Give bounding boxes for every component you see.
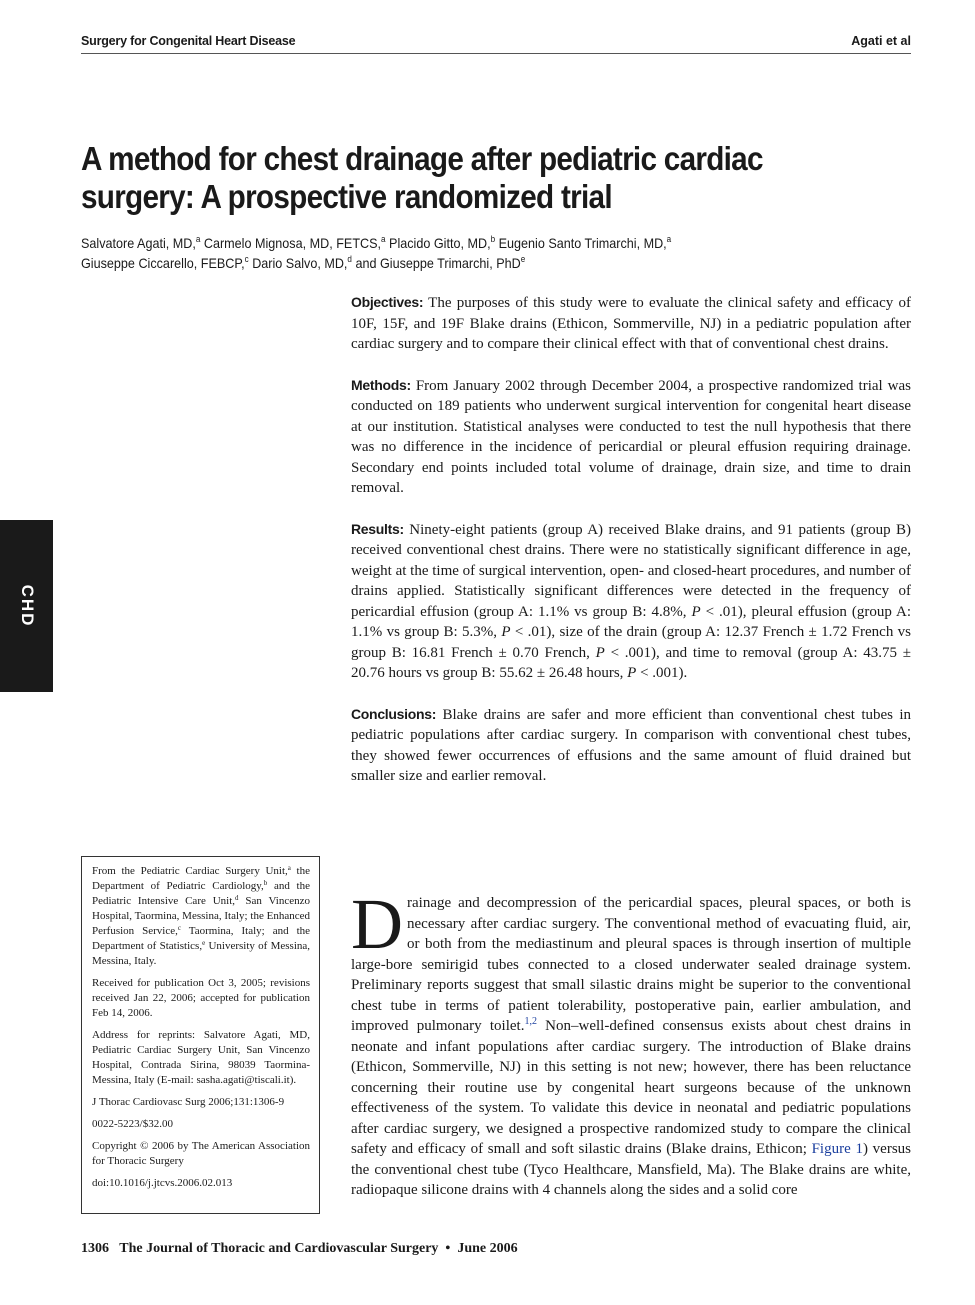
affiliation-mark: d <box>235 894 239 902</box>
abstract <box>351 292 911 807</box>
side-tab-label: CHD <box>17 584 37 628</box>
running-authors: Agati et al <box>851 34 911 48</box>
results-text: Ninety-eight patients (group A) received Blake drains, and 91 patients (group B) received conventional chest drains. There were no statistically significant difference in age, weight at the time of surgical intervention, open- and closed-heart procedures, and number of drains applied. Statistically significant differences were detected in the frequency of pericardial effusion (group A: 1.1% vs group B: 4.8%, <box>351 521 912 620</box>
page-footer <box>81 1241 911 1257</box>
author-line-1 <box>81 233 891 253</box>
footer-bullet: • <box>445 1241 451 1256</box>
figure-1-link[interactable]: Figure 1 <box>811 1141 863 1157</box>
affiliation-mark: a <box>381 234 386 244</box>
abstract-methods <box>351 375 911 499</box>
results-label: Results: <box>351 520 404 537</box>
affiliations <box>92 864 310 969</box>
results-text: < .001). <box>636 665 688 681</box>
affiliation-mark: e <box>520 254 526 264</box>
affiliation-mark: a <box>195 234 201 244</box>
affiliation-mark: a <box>287 864 291 872</box>
methods-text: From January 2002 through December 2004, a prospective randomized trial was conducted on 189 patients who underwent surgical intervention for congenital heart disease at our institution. Statistical analyses were conducted to test the null hypothesis that there was no difference in the incidence of pericardial or pleural effusion requiring drainage. Secondary end points included total volume of drainage, drain size, and time to drain removal. <box>351 377 912 496</box>
page-number: 1306 <box>81 1241 109 1256</box>
affiliation-text: San Vincenzo Hospital, Taormina, Messina, Italy; the Enhanced Perfusion Service, <box>92 895 310 937</box>
abstract-conclusions <box>351 704 911 787</box>
p-value-symbol: P <box>501 624 511 640</box>
article-title: A method for chest drainage after pediatric cardiac surgery: A prospective randomized trial <box>81 140 763 215</box>
author-line-2 <box>81 253 891 273</box>
affiliation-text: University of Messina, Messina, Italy. <box>92 940 311 967</box>
reference-link[interactable]: 1,2 <box>524 1016 537 1027</box>
intro-paragraph <box>351 884 911 1201</box>
author-name: Eugenio Santo Trimarchi, MD, <box>498 235 667 251</box>
body-text-part: rainage and decompression of the pericardial spaces, pleural spaces, or both is necessary after cardiac surgery. The conventional method of evacuating fluid, air, or both from the mediastinum and pleural spaces is through insertion of multiple large-bore semirigid tubes connected to a closed underwater sealed drainage system. Preliminary reports suggest that small silastic drains might be superior to the conventional chest tube in terms of patient tolerability, postoperative pain, earlier ambulation, and improved pulmonary toilet. <box>351 895 911 1034</box>
section-title: Surgery for Congenital Heart Disease <box>81 34 296 48</box>
affiliation-text: the Department of Pediatric Cardiology, <box>92 865 310 892</box>
author-name: Carmelo Mignosa, MD, FETCS, <box>203 235 382 251</box>
article-info-box <box>81 856 320 1214</box>
affiliation-mark: d <box>347 254 352 264</box>
author-name: Salvatore Agati, MD, <box>81 235 196 251</box>
affiliation-text: Taormina, Italy; and the Department of Statistics, <box>92 925 311 952</box>
author-name: Dario Salvo, MD, <box>252 255 348 271</box>
objectives-text: The purposes of this study were to evaluate the clinical safety and efficacy of 10F, 15F, and 19F Blake drains (Ethicon, Sommerville, NJ) in a pediatric population after cardiac surgery and to compare their clinical effect with that of conventional chest drains. <box>351 295 911 352</box>
doi: doi:10.1016/j.jtcvs.2006.02.013 <box>92 1177 233 1189</box>
affiliation-mark: b <box>263 879 268 887</box>
results-text: < .01), size of the drain (group A: 12.37 French ± 1.72 French vs group B: 16.81 French ± 0.70 French, <box>351 624 911 661</box>
body-text-part: ) versus the conventional chest tube (Tyco Healthcare, Mansfield, Ma). The Blake drains are white, radiopaque silicone drains with 4 channels along the sides and a solid core <box>351 1141 911 1198</box>
affiliation-mark: b <box>490 234 496 244</box>
drop-cap: D <box>351 884 403 964</box>
issue-date: June 2006 <box>457 1241 518 1256</box>
issn-price: 0022-5223/$32.00 <box>92 1118 173 1130</box>
reprint-address: Address for reprints: Salvatore Agati, MD, Pediatric Cardiac Surgery Unit, San Vincenzo Hospital, Contrada Sirina, 98039 Taormina-Messina, Italy (E-mail: sasha.agati@tiscali.it). <box>92 1029 310 1086</box>
results-text: < .001), and time to removal (group A: 43.75 ± 20.76 hours vs group B: 55.62 ± 26.48 hours, <box>351 644 911 681</box>
conclusions-text: Blake drains are safer and more efficient than conventional chest tubes in pediatric populations after cardiac surgery. In comparison with conventional chest tubes, they showed fewer occurrences of effusions and the same amount of fluid drained but smaller size and earlier removal. <box>351 706 911 784</box>
abstract-results <box>351 519 911 684</box>
p-value-symbol: P <box>627 665 637 681</box>
affiliation-mark: a <box>666 234 672 244</box>
affiliation-text: and the Pediatric Intensive Care Unit, <box>92 880 310 907</box>
body-text <box>351 884 911 1201</box>
author-name: and Giuseppe Trimarchi, PhD <box>355 255 521 271</box>
results-text: < .01), pleural effusion (group A: 1.1% vs group B: 5.3%, <box>351 603 911 640</box>
section-side-tab <box>0 520 53 692</box>
methods-label: Methods: <box>351 376 411 393</box>
journal-name: The Journal of Thoracic and Cardiovascular Surgery <box>119 1241 439 1256</box>
author-list <box>81 233 891 273</box>
abstract-objectives <box>351 292 911 355</box>
affiliation-text: From the Pediatric Cardiac Surgery Unit, <box>92 865 288 877</box>
affiliation-mark: c <box>244 254 249 264</box>
journal-citation: J Thorac Cardiovasc Surg 2006;131:1306-9 <box>92 1096 285 1108</box>
received-dates: Received for publication Oct 3, 2005; revisions received Jan 22, 2006; accepted for publication Feb 14, 2006. <box>92 977 310 1019</box>
objectives-label: Objectives: <box>351 294 424 310</box>
affiliation-mark: e <box>202 939 206 947</box>
author-name: Placido Gitto, MD, <box>389 235 491 251</box>
p-value-symbol: P <box>595 644 605 661</box>
conclusions-label: Conclusions: <box>351 705 437 722</box>
body-text-part: Non–well-defined consensus exists about chest drains in neonate and infant populations after cardiac surgery. The introduction of Blake drains (Ethicon, Sommerville, NJ) in this setting is not new; however, there has been reluctance concerning their routine use by congenital heart surgeons because of the unknown effectiveness of the system. To validate this device in neonatal and pediatric populations after cardiac surgery, we designed a prospective randomized study to compare the clinical safety and efficacy of small and soft silastic drains (Blake drains, Ethicon; <box>351 1018 911 1157</box>
copyright-notice: Copyright © 2006 by The American Association for Thoracic Surgery <box>92 1140 310 1167</box>
p-value-symbol: P <box>691 603 701 620</box>
affiliation-mark: c <box>177 924 181 932</box>
author-name: Giuseppe Ciccarello, FEBCP, <box>81 255 245 271</box>
running-header <box>81 33 911 54</box>
